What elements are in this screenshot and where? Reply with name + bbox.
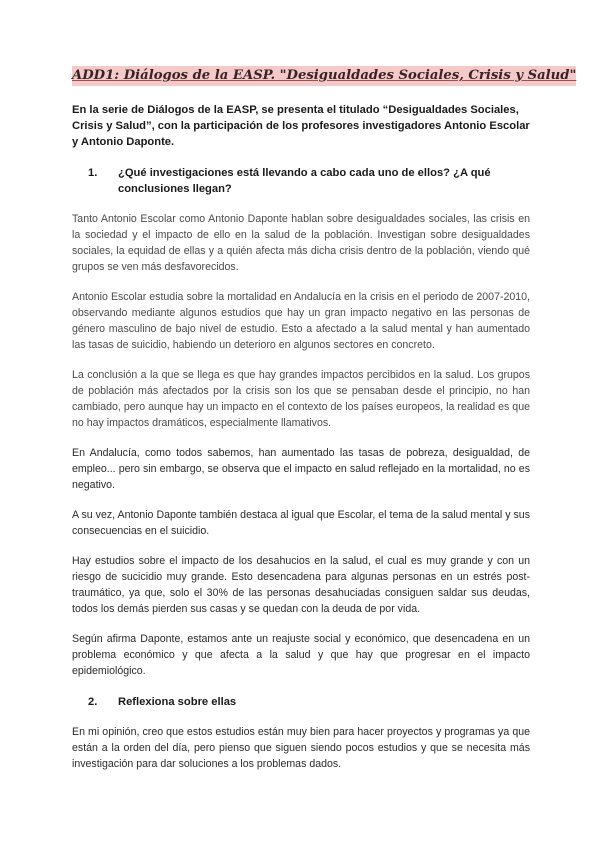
question-text: ¿Qué investigaciones está llevando a cabo cada uno de ellos? ¿A qué conclusiones llegan? [118, 167, 491, 195]
question-2 [72, 694, 530, 710]
answer-paragraph: Hay estudios sobre el impacto de los desahucios en la salud, el cual es muy grande y con un riesgo de sucicidio muy grande. Esto desencadena para algunas personas en un estrés post-traumático, ya que, solo el 30% de las personas desahuciadas consiguen saldar sus deudas, todos los demás pierden sus casas y se quedan con la deuda de por vida. [72, 555, 530, 615]
question-text: Reflexiona sobre ellas [118, 696, 237, 708]
question-1 [72, 165, 530, 197]
answer-paragraph: A su vez, Antonio Daponte también destaca al igual que Escolar, el tema de la salud mental y sus consecuencias en el suicidio. [72, 509, 530, 537]
intro-paragraph: En la serie de Diálogos de la EASP, se presenta el titulado “Desigualdades Sociales, Crisis y Salud”, con la participación de los profesores investigadores Antonio Escolar y Antonio Daponte. [72, 104, 530, 148]
answer-paragraph: En mi opinión, creo que estos estudios están muy bien para hacer proyectos y programas ya que están a la orden del día, pero pienso que siguen siendo pocos estudios y que se necesita más investigación para dar soluciones a los problemas dados. [72, 726, 530, 770]
question-number: 2. [88, 696, 98, 708]
question-number: 1. [88, 167, 98, 179]
answer-paragraph: En Andalucía, como todos sabemos, han aumentado las tasas de pobreza, desigualdad, de empleo... pero sin embargo, se observa que el impacto en salud reflejado en la mortalidad, no es negativo. [72, 447, 530, 491]
answer-paragraph: Según afirma Daponte, estamos ante un reajuste social y económico, que desencadena en un problema económico y que afecta a la salud y que hay que progresar en el impacto epidemiológico. [72, 633, 530, 677]
answer-paragraph: Tanto Antonio Escolar como Antonio Daponte hablan sobre desigualdades sociales, las crisis en la sociedad y el impacto de ello en la salud de la población. Investigan sobre desigualdades sociales, la equidad de ellas y a quién afecta más dicha crisis dentro de la población, viendo qué grupos se ven más desfavorecidos. [72, 213, 530, 273]
document-title: ADD1: Diálogos de la EASP. "Desigualdades Sociales, Crisis y Salud" [72, 66, 576, 86]
document-page [72, 66, 577, 783]
answer-paragraph: La conclusión a la que se llega es que hay grandes impactos percibidos en la salud. Los grupos de población más afectados por la crisis son los que se pensaban desde el principio, no han cambiado, pero aunque hay un impacto en el contexto de los países europeos, la realidad es que no hay impactos dramáticos, especialmente llamativos. [72, 369, 530, 429]
answer-paragraph: Antonio Escolar estudia sobre la mortalidad en Andalucía en la crisis en el periodo de 2007-2010, observando mediante algunos estudios que hay un gran impacto negativo en las personas de género masculino de bajo nivel de estudio. Esto a afectado a la salud mental y han aumentado las tasas de suicidio, habiendo un deterioro en algunos sectores en concreto. [72, 291, 530, 351]
